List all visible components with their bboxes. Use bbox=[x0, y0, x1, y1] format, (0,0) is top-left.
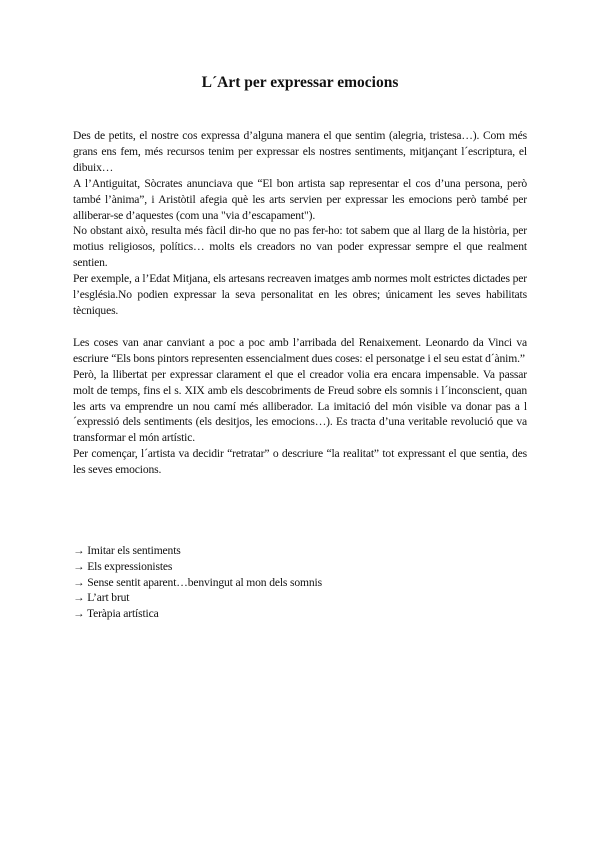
paragraph: A l’Antiguitat, Sòcrates anunciava que “El bon artista sap representar el cos d’una persona, però també l’ànima”, i Aristòtil afegia què les arts servien per expressar les emocions però també per alliberar-se d’aquestes (com una "via d’escapament"). bbox=[73, 176, 527, 222]
paragraph: Des de petits, el nostre cos expressa d’alguna manera el que sentim (alegria, tristesa…). Com més grans ens fem, més recursos tenim per expressar els nostres sentiments, mitjançant l´escriptura, el dibuix… bbox=[73, 129, 527, 174]
page-title: L´Art per expressar emocions bbox=[201, 74, 399, 91]
document-body bbox=[73, 128, 527, 478]
paragraph: Però, la llibertat per expressar clarament el que el creador volia era encara impensable. Va passar molt de temps, fins el s. XIX amb els descobriments de Freud sobre els somnis i l´inconscient, quan les arts va emprendre un nou camí més alliberador. La imitació del món visible va donar pas a l´expressió dels sentiments (els desitjos, les emocions…). Es tracta d’una veritable revolució que va transformar el món artístic. bbox=[73, 367, 527, 445]
paragraph: Les coses van anar canviant a poc a poc amb l’arribada del Renaixement. Leonardo da Vinci va escriure “Els bons pintors representen essencialment dues coses: el personatge i el seu estat d´ànim.” bbox=[73, 335, 527, 365]
paragraph: Per exemple, a l’Edat Mitjana, els artesans recreaven imatges amb normes molt estrictes dictades per l’església.No podien expressar la seva personalitat en les obres; únicament les seves habilitats tècniques. bbox=[73, 272, 527, 317]
topic-list bbox=[73, 543, 527, 622]
list-item: → Teràpia artística bbox=[73, 607, 159, 621]
list-item: → Imitar els sentiments bbox=[73, 544, 181, 557]
list-item: → Els expressionistes bbox=[73, 559, 173, 573]
list-item: → L’art brut bbox=[73, 591, 130, 605]
paragraph: No obstant això, resulta més fàcil dir-ho que no pas fer-ho: tot sabem que al llarg de la història, per motius religiosos, polítics… molts els creadors no van poder expressar sempre el que realment sentien. bbox=[73, 224, 527, 270]
paragraph: Per començar, l´artista va decidir “retratar” o descriure “la realitat” tot expressant el que sentia, des les seves emocions. bbox=[73, 447, 527, 477]
list-item: → Sense sentit aparent…benvingut al mon dels somnis bbox=[73, 575, 322, 589]
